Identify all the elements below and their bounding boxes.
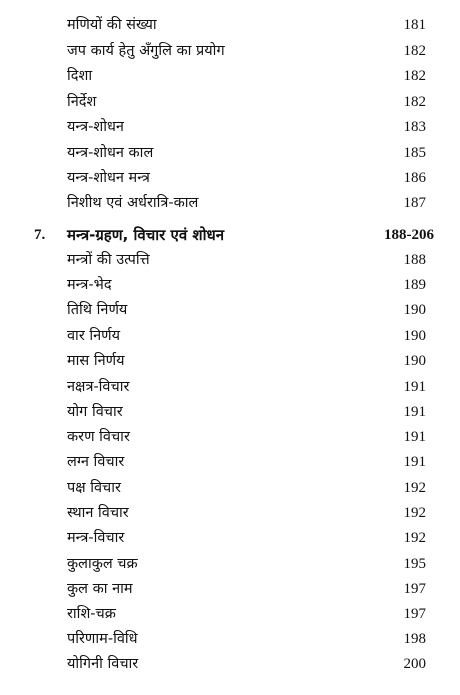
toc-entry	[0, 475, 460, 501]
toc-entry	[0, 399, 460, 425]
toc-entry-title: मन्त्र-विचार	[67, 530, 125, 546]
toc-entry	[0, 12, 460, 38]
toc-entry	[0, 348, 460, 374]
toc-entry-title: मन्त्रों की उत्पत्ति	[67, 252, 150, 268]
toc-entry-title: वार निर्णय	[67, 328, 121, 344]
toc-entry-title: दिशा	[67, 68, 93, 84]
toc-entry	[0, 272, 460, 298]
toc-entry	[0, 63, 460, 89]
toc-entry-page: 192	[403, 530, 426, 546]
chapter-number: 7.	[34, 227, 46, 243]
toc-entry-title: योगिनी विचार	[67, 656, 139, 672]
toc-entry-title: जप कार्य हेतु अँगुलि का प्रयोग	[67, 43, 225, 59]
toc-entry-title: राशि-चक्र	[67, 606, 116, 622]
toc-entry-page: 190	[403, 353, 426, 369]
toc-entry	[0, 247, 460, 273]
toc-entry	[0, 449, 460, 475]
toc-entry-page: 183	[403, 119, 426, 135]
toc-entry	[0, 551, 460, 577]
toc-entry-page: 186	[403, 170, 426, 186]
toc-entry	[0, 38, 460, 64]
toc-entry	[0, 374, 460, 400]
toc-entry-title: निशीथ एवं अर्धरात्रि-काल	[67, 195, 199, 211]
toc-entry-page: 197	[403, 606, 426, 622]
toc-entry-title: मणियों की संख्या	[67, 17, 157, 33]
toc-entry	[0, 500, 460, 526]
toc-entry-page: 191	[403, 379, 426, 395]
toc-entry-title: यन्त्र-शोधन मन्त्र	[67, 170, 150, 186]
toc-entry-title: स्थान विचार	[67, 505, 129, 521]
chapter-page-range: 188-206	[384, 227, 434, 243]
toc-entry-page: 190	[403, 302, 426, 318]
toc-entry-page: 200	[403, 656, 426, 672]
toc-entry	[0, 525, 460, 551]
toc-entry-page: 190	[403, 328, 426, 344]
toc-entry-page: 191	[403, 454, 426, 470]
toc-entry-page: 192	[403, 480, 426, 496]
toc-entry-title: निर्देश	[67, 94, 97, 110]
toc-entry-page: 182	[403, 94, 426, 110]
toc-entry-page: 195	[403, 556, 426, 572]
toc-entry-page: 185	[403, 145, 426, 161]
toc-chapter-heading	[0, 222, 460, 248]
toc-entry-title: नक्षत्र-विचार	[67, 379, 130, 395]
toc-entry-title: पक्ष विचार	[67, 480, 121, 496]
toc-entry-page: 192	[403, 505, 426, 521]
chapter-title: मन्त्र-ग्रहण, विचार एवं शोधन	[67, 226, 225, 244]
toc-entry-page: 182	[403, 68, 426, 84]
toc-entry	[0, 190, 460, 216]
toc-entry	[0, 297, 460, 323]
toc-entry	[0, 140, 460, 166]
toc-entry-title: लग्न विचार	[67, 454, 125, 470]
toc-entry	[0, 601, 460, 627]
toc-entry-title: यन्त्र-शोधन	[67, 119, 124, 135]
toc-entry-page: 191	[403, 429, 426, 445]
toc-entry-page: 182	[403, 43, 426, 59]
toc-entry-page: 191	[403, 404, 426, 420]
toc-entry-title: तिथि निर्णय	[67, 302, 128, 318]
toc-entry-page: 189	[403, 277, 426, 293]
toc-entry-title: कुलाकुल चक्र	[67, 556, 138, 572]
toc-entry	[0, 651, 460, 677]
toc-entry-title: कुल का नाम	[67, 581, 133, 597]
toc-entry-page: 187	[403, 195, 426, 211]
toc-entry	[0, 114, 460, 140]
toc-entry	[0, 576, 460, 602]
toc-entry-page: 188	[403, 252, 426, 268]
toc-entry	[0, 165, 460, 191]
toc-entry	[0, 323, 460, 349]
toc-entry	[0, 424, 460, 450]
toc-entry-title: मन्त्र-भेद	[67, 277, 112, 293]
toc-entry-title: मास निर्णय	[67, 353, 125, 369]
toc-entry-title: परिणाम-विधि	[67, 631, 138, 647]
toc-entry	[0, 89, 460, 115]
toc-entry-page: 181	[403, 17, 426, 33]
toc-entry-title: करण विचार	[67, 429, 130, 445]
toc-entry-page: 197	[403, 581, 426, 597]
toc-entry-title: यन्त्र-शोधन काल	[67, 145, 154, 161]
toc-entry-page: 198	[403, 631, 426, 647]
toc-entry	[0, 626, 460, 652]
toc-entry-title: योग विचार	[67, 404, 123, 420]
